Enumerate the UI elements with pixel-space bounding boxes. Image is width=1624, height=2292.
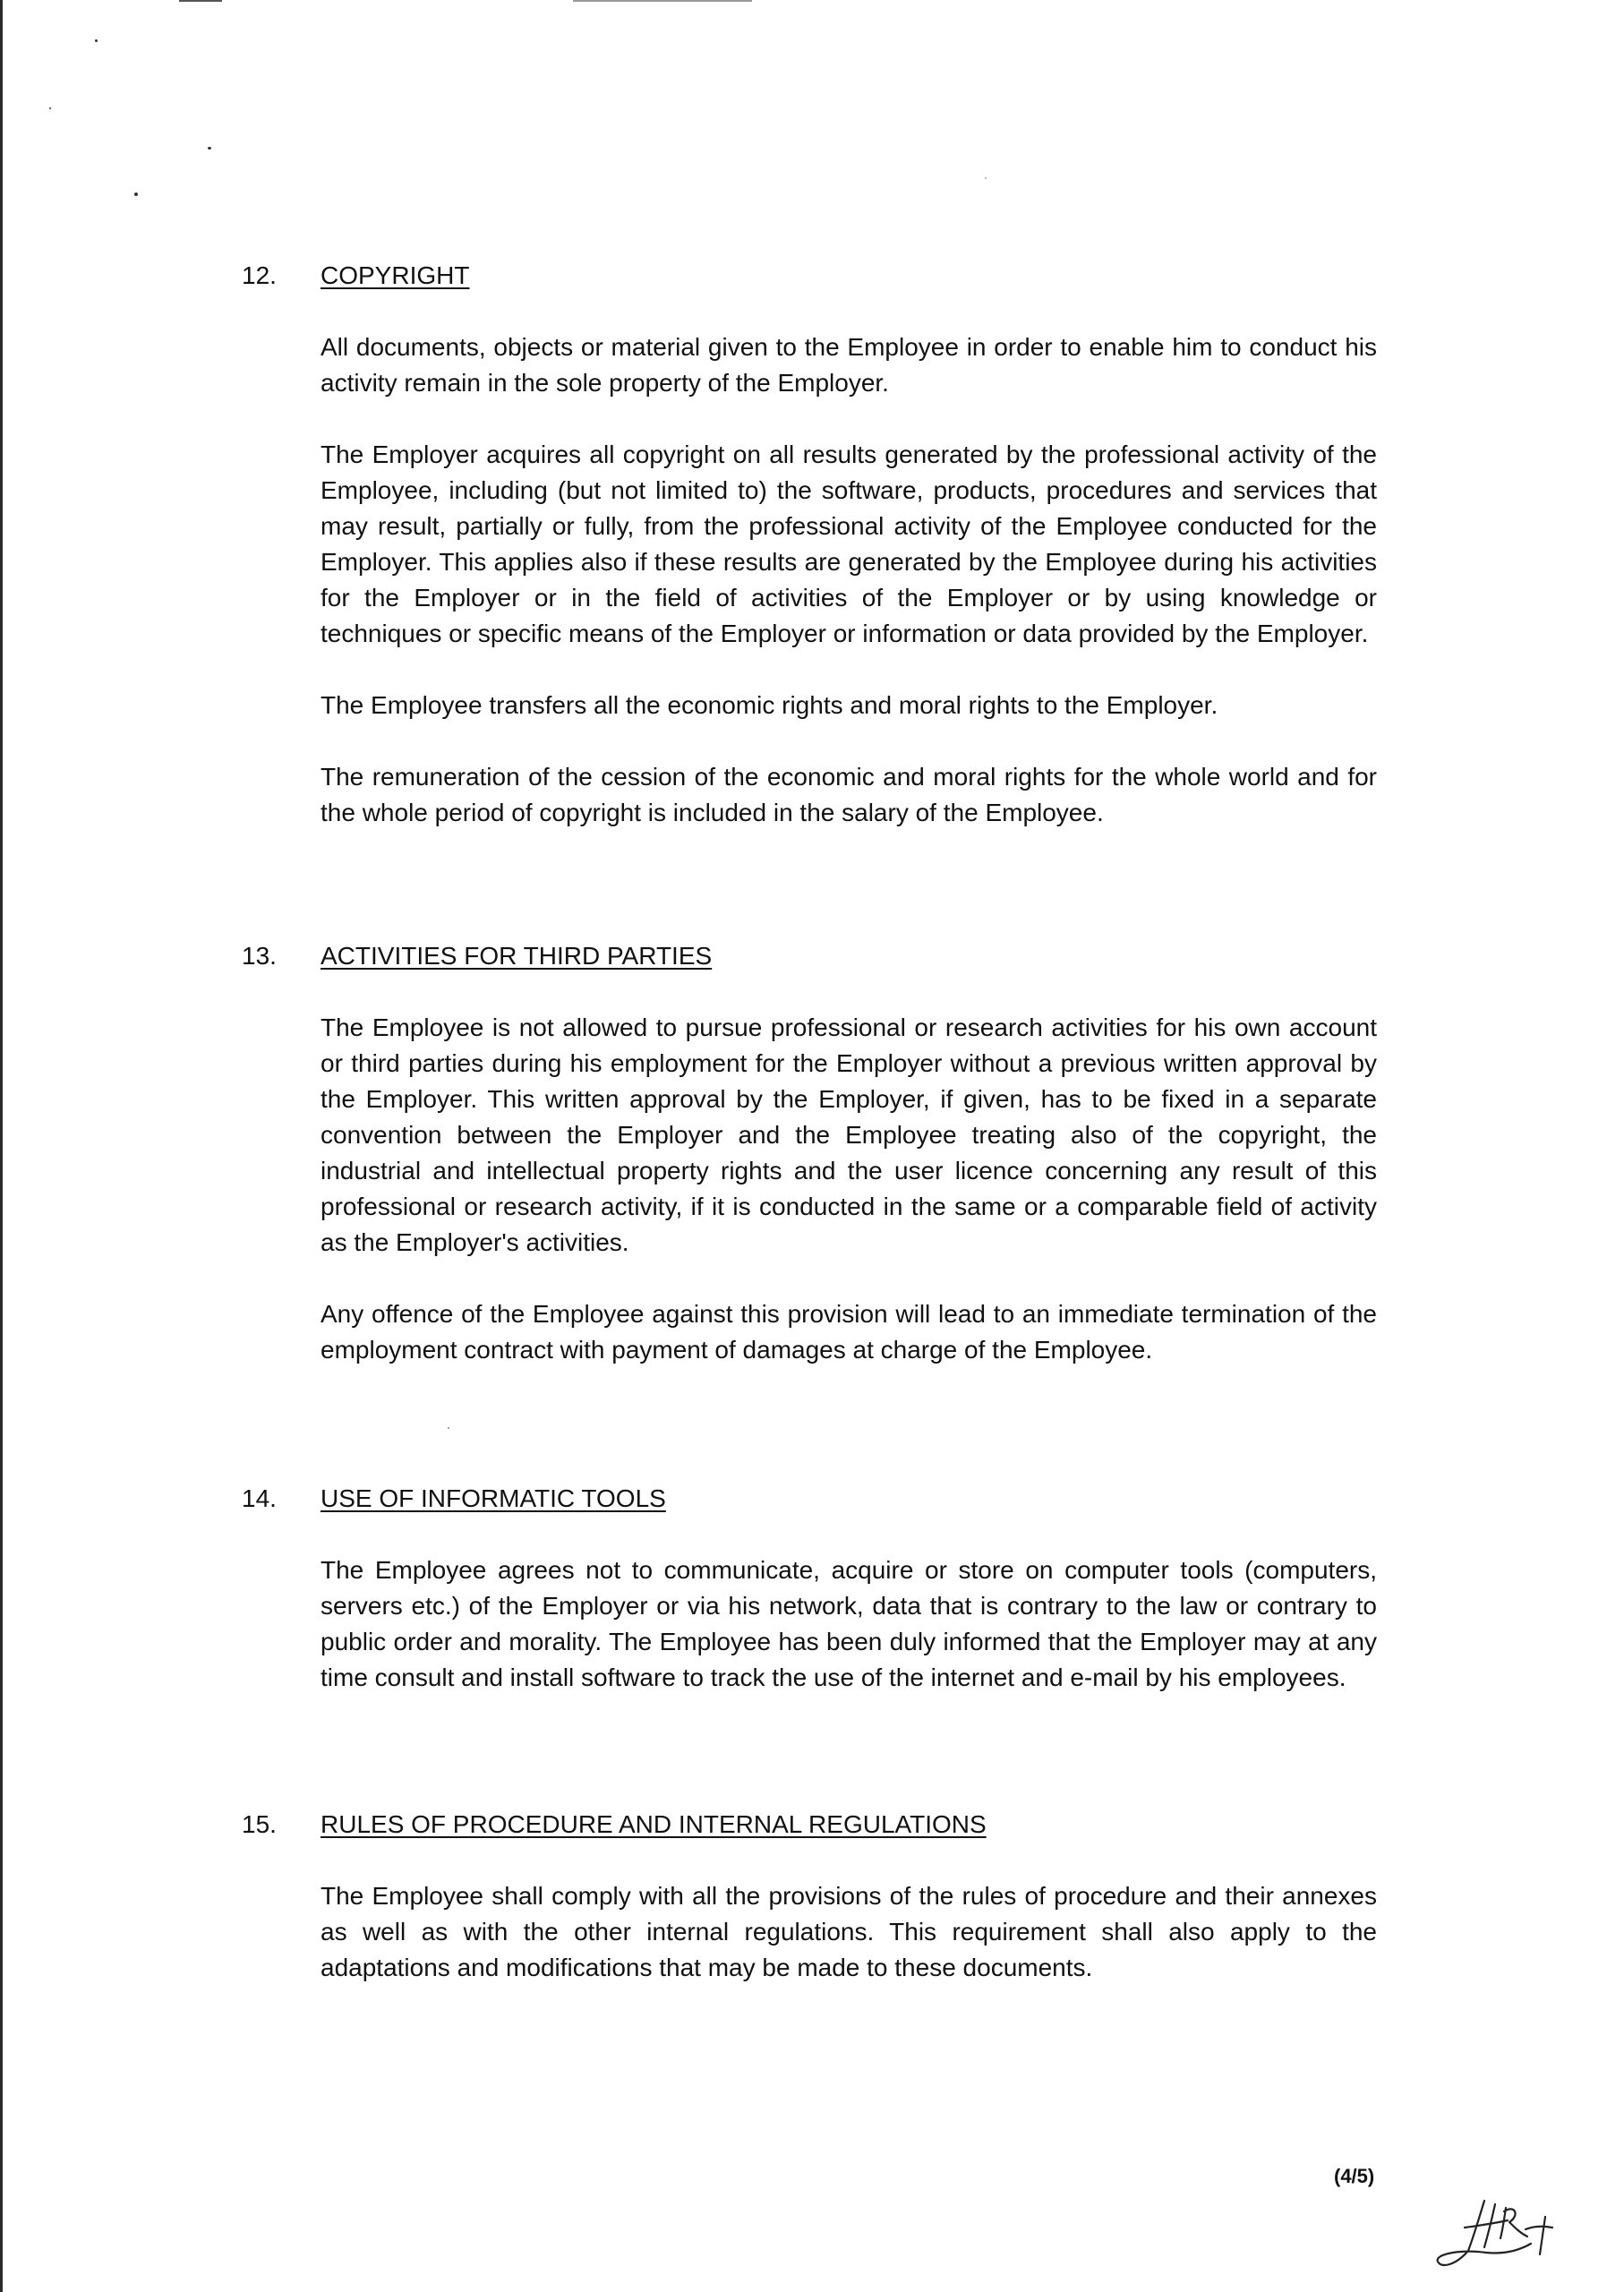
speck (134, 192, 138, 196)
scan-mark (179, 0, 222, 2)
section-13 (242, 938, 1388, 1368)
page-number: (4/5) (1334, 2165, 1375, 2187)
scan-mark (573, 0, 752, 2)
speck (448, 1427, 449, 1429)
paragraph: Any offence of the Employee against this provision will lead to an immediate termination of the employment contract with payment of damages at charge of the Employee. (321, 1300, 1377, 1364)
speck (208, 147, 211, 150)
section-number: 14. (242, 1484, 277, 1512)
paragraph: All documents, objects or material given to the Employee in order to enable him to conduct his activity remain in the sole property of the Employer. (321, 333, 1377, 397)
section-14 (242, 1481, 1388, 1696)
paragraph: The Employee agrees not to communicate, acquire or store on computer tools (computers, servers etc.) of the Employer or via his network, data that is contrary to the law or contrary to public order and morality. The Employee has been duly informed that the Employer may at any time consult and install software to track the use of the internet and e-mail by his employees. (321, 1556, 1377, 1691)
section-title: RULES OF PROCEDURE AND INTERNAL REGULATIONS (321, 1810, 987, 1838)
section-title: ACTIVITIES FOR THIRD PARTIES (321, 942, 713, 970)
paragraph: The Employee is not allowed to pursue professional or research activities for his own account or third parties during his employment for the Employer without a previous written approval by the Employer. This written approval by the Employer, if given, has to be fixed in a separate convention between the Employer and the Employee treating also of the copyright, the industrial and intellectual property rights and the user licence concerning any result of this professional or research activity, if it is conducted in the same or a comparable field of activity as the Employer's activities. (321, 1013, 1377, 1256)
section-number: 12. (242, 261, 277, 289)
section-heading (242, 258, 1388, 294)
speck (985, 177, 987, 179)
section-title: USE OF INFORMATIC TOOLS (321, 1484, 666, 1512)
speck (95, 39, 98, 42)
section-heading (242, 1481, 1388, 1517)
scan-edge (0, 0, 3, 2292)
paragraph: The Employer acquires all copyright on all results generated by the professional activity of the Employee, including (but not limited to) the software, products, procedures and services that may result, partially or fully, from the professional activity of the Employee conducted for the Employer. This applies also if these results are generated by the Employee during his activities for the Employer or in the field of activities of the Employer or by using knowledge or techniques or specific means of the Employer or information or data provided by the Employer. (321, 440, 1377, 647)
section-number: 13. (242, 942, 277, 970)
section-12 (242, 258, 1388, 831)
section-number: 15. (242, 1810, 277, 1838)
paragraph: The remuneration of the cession of the economic and moral rights for the whole world and for the whole period of copyright is included in the salary of the Employee. (321, 763, 1377, 826)
section-heading (242, 938, 1388, 974)
section-heading (242, 1807, 1388, 1843)
speck (49, 107, 51, 109)
signature-initials-icon (1432, 2185, 1576, 2274)
paragraph: The Employee transfers all the economic rights and moral rights to the Employer. (321, 691, 1218, 719)
section-15 (242, 1807, 1388, 1986)
paragraph: The Employee shall comply with all the provisions of the rules of procedure and their annexes as well as with the other internal regulations. This requirement shall also apply to the adaptations and modifications that may be made to these documents. (321, 1882, 1377, 1981)
section-title: COPYRIGHT (321, 261, 470, 289)
